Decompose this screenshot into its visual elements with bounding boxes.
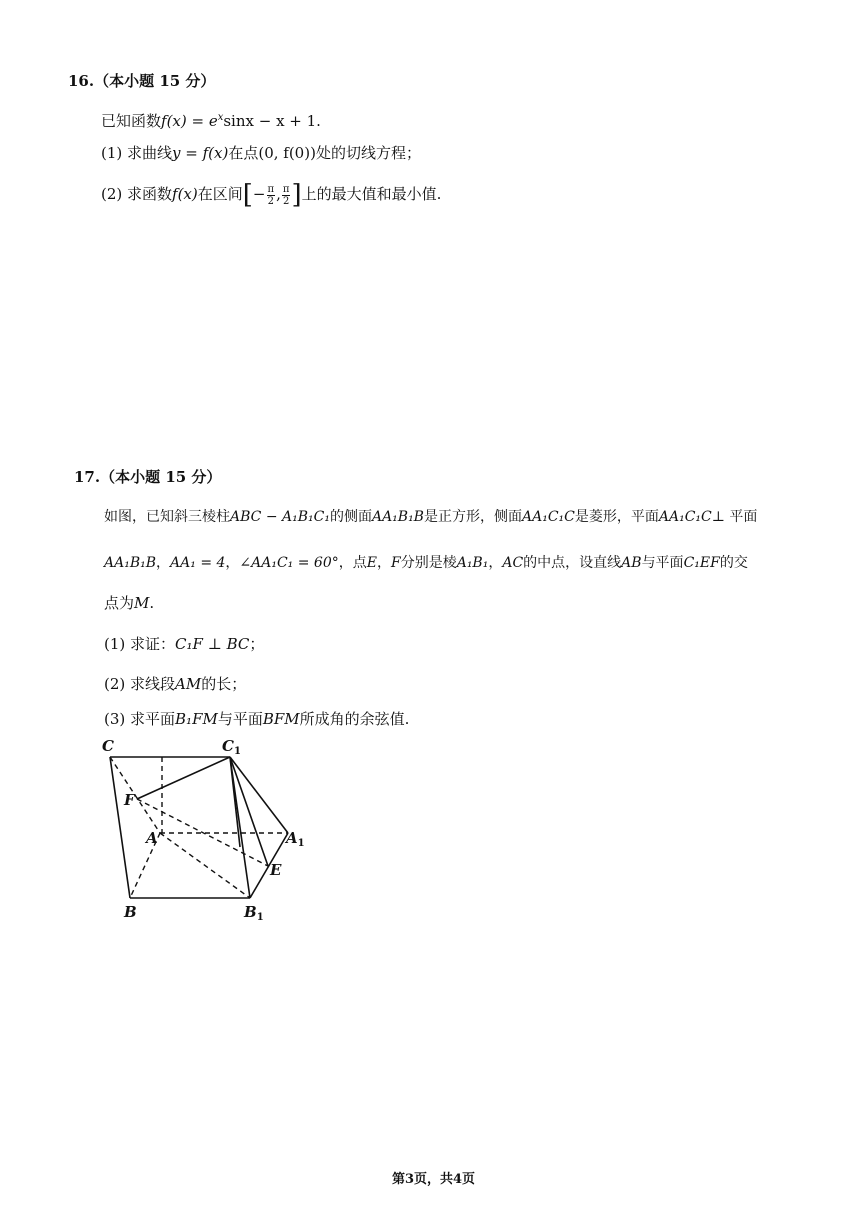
label-a: A — [146, 829, 158, 847]
label-a1-sub: 1 — [297, 838, 305, 849]
face-aa1c1c: AA₁C₁C — [521, 509, 575, 525]
label-e: E — [270, 861, 282, 879]
q16-part1-suffix: 处的切线方程； — [315, 144, 421, 162]
q17-line1-c: 是正方形，侧面 — [423, 509, 522, 525]
edge-b1-a1 — [250, 833, 288, 898]
punct: ， — [376, 555, 391, 571]
q16-part2-suffix: 上的最大值和最小值. — [301, 185, 442, 203]
q17-part1-prefix: (1) 求证： — [104, 635, 176, 653]
q17-line2 — [104, 554, 748, 572]
interval-left-fraction — [267, 184, 276, 207]
face-aa1b1b: AA₁B₁B — [371, 509, 424, 525]
line-ab: AB — [621, 555, 642, 571]
q17-line1-b: 的侧面 — [329, 509, 372, 525]
label-b: B — [124, 903, 137, 921]
angle-aa1c1: ∠AA₁C₁ = 60° — [239, 555, 339, 571]
q17-line1-e: ⊥ 平面 — [711, 509, 758, 525]
q17-part3 — [104, 710, 409, 728]
label-c: C — [102, 737, 114, 755]
q17-part1-expr: C₁F ⊥ BC — [175, 635, 250, 653]
plane-aa1b1b: AA₁B₁B — [104, 555, 157, 571]
fraction-numerator: π — [267, 183, 275, 195]
text: ，点 — [338, 555, 367, 571]
interval-right-fraction — [282, 184, 291, 207]
label-c1-main: C — [222, 737, 234, 755]
label-f: F — [124, 791, 135, 809]
q16-stem-exp: x — [217, 112, 224, 123]
interval-right-bracket: ] — [291, 180, 302, 210]
label-b1-sub: 1 — [256, 912, 264, 923]
punct: ， — [156, 555, 171, 571]
label-b1 — [243, 903, 264, 923]
punct: . — [149, 594, 155, 612]
text: 点为 — [104, 594, 135, 612]
q17-line1 — [104, 508, 757, 526]
page-footer: 第3页，共4页 — [391, 1172, 476, 1187]
q17-part3-plane1: B₁FM — [175, 710, 218, 728]
q17-line1-a: 如图，已知斜三棱柱 — [104, 509, 230, 525]
point-m: M — [134, 594, 150, 612]
point-f: F — [390, 555, 401, 571]
punct: ， — [225, 555, 240, 571]
plane-aa1c1c: AA₁C₁C — [658, 509, 712, 525]
interval-comma: , — [276, 185, 281, 203]
q17-part2-suffix: 的长； — [201, 675, 247, 693]
q16-stem-func: f(x) = e — [161, 112, 218, 130]
q17-header: 17.（本小题 15 分） — [74, 468, 222, 486]
label-c1-sub: 1 — [233, 746, 241, 757]
q17-part3-mid: 与平面 — [217, 710, 263, 728]
interval-left-bracket: [ — [242, 180, 253, 210]
q17-part1 — [104, 635, 264, 653]
prism-figure — [100, 735, 320, 925]
q16-stem-prefix: 已知函数 — [101, 112, 162, 130]
label-a1 — [284, 829, 305, 849]
q16-stem-rest: sinx − x + 1. — [223, 112, 321, 130]
label-a1-main: A — [286, 829, 298, 847]
edge-a-b1 — [160, 833, 250, 898]
edge-c-b — [110, 757, 130, 898]
q17-part3-prefix: (3) 求平面 — [104, 710, 176, 728]
q17-part3-plane2: BFM — [262, 710, 300, 728]
q17-part3-suffix: 所成角的余弦值. — [299, 710, 410, 728]
fraction-denominator: 2 — [267, 195, 274, 207]
q17-line3 — [104, 594, 154, 612]
q17-part2-seg: AM — [175, 675, 202, 693]
point-e: E — [366, 555, 377, 571]
text: 与平面 — [641, 555, 684, 571]
q16-part2-mid: 在区间 — [197, 185, 243, 203]
q17-line1-d: 是菱形，平面 — [574, 509, 659, 525]
label-b1-main: B — [244, 903, 257, 921]
label-c1 — [222, 737, 241, 757]
fraction-numerator: π — [282, 183, 290, 195]
q16-part1-curve: y = f(x) — [172, 144, 229, 162]
q16-part1-point: (0, f(0)) — [258, 144, 316, 162]
edge-a1b1: A₁B₁ — [456, 555, 489, 571]
q16-part2-prefix: (2) 求函数 — [101, 185, 173, 203]
q16-part2-func: f(x) — [172, 185, 198, 203]
q16-part1-mid: 在点 — [228, 144, 259, 162]
q16-part1 — [101, 144, 421, 162]
text: 分别是棱 — [400, 555, 457, 571]
fraction-denominator: 2 — [282, 195, 290, 207]
edge-c-a — [110, 757, 160, 833]
edge-c1-f — [137, 757, 230, 799]
prism-name: ABC − A₁B₁C₁ — [230, 509, 330, 525]
q17-part2 — [104, 675, 246, 693]
length-aa1: AA₁ = 4 — [170, 555, 226, 571]
punct: ， — [488, 555, 503, 571]
text: 的中点，设直线 — [523, 555, 622, 571]
q16-stem — [101, 109, 321, 130]
q16-header: 16.（本小题 15 分） — [68, 72, 216, 90]
q17-part1-suffix: ； — [249, 635, 265, 653]
q17-part2-prefix: (2) 求线段 — [104, 675, 176, 693]
plane-c1ef: C₁EF — [683, 555, 720, 571]
q16-part2 — [101, 182, 441, 208]
interval-minus: − — [252, 185, 266, 203]
edge-ac: AC — [502, 555, 524, 571]
q16-part1-prefix: (1) 求曲线 — [101, 144, 173, 162]
text: 的交 — [719, 555, 748, 571]
